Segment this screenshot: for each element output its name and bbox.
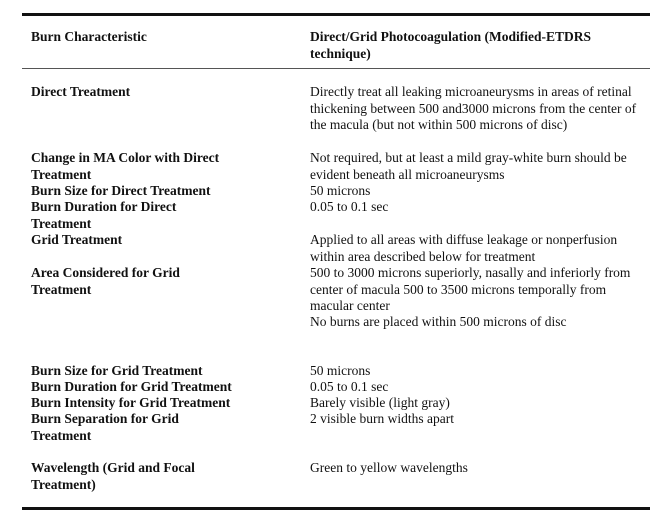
row-label-area-grid: Area Considered for Grid Treatment [31,265,180,297]
row-label-burn-duration-grid: Burn Duration for Grid Treatment [31,379,232,394]
row-value-burn-duration-grid: 0.05 to 0.1 sec [310,379,389,394]
row-value-area-grid: 500 to 3000 microns superiorly, nasally and inferiorly from center of macula 500 to 3500 microns temporally from macular center [310,265,631,313]
row-value-area-grid-note: No burns are placed within 500 microns of disc [310,314,567,329]
row-value-wavelength: Green to yellow wavelengths [310,460,468,475]
header-rule [22,68,650,69]
row-label-direct-treatment: Direct Treatment [31,84,131,99]
row-label-wavelength: Wavelength (Grid and Focal Treatment) [31,460,195,492]
row-value-burn-duration-direct: 0.05 to 0.1 sec [310,199,389,214]
row-label-burn-size-direct: Burn Size for Direct Treatment [31,183,211,198]
row-value-burn-intensity-grid: Barely visible (light gray) [310,395,450,410]
row-label-ma-color-change: Change in MA Color with Direct Treatment [31,150,220,182]
row-label-grid-treatment: Grid Treatment [31,232,123,247]
row-label-burn-duration-direct: Burn Duration for Direct Treatment [31,199,177,231]
row-value-grid-treatment: Applied to all areas with diffuse leakage or nonperfusion within area described below for treatment [310,232,618,264]
row-label-burn-size-grid: Burn Size for Grid Treatment [31,363,203,378]
row-label-burn-separation-grid: Burn Separation for Grid Treatment [31,411,179,443]
header-burn-characteristic: Burn Characteristic [31,29,147,44]
row-value-burn-size-grid: 50 microns [310,363,371,378]
row-value-direct-treatment: Directly treat all leaking microaneurysms in areas of retinal thickening between 500 and3000 microns from the center of the macula (but not within 500 microns of disc) [310,84,637,132]
bottom-rule [22,507,650,510]
row-value-ma-color-change: Not required, but at least a mild gray-white burn should be evident beneath all microaneurysms [310,150,627,182]
top-rule [22,13,650,16]
row-value-burn-size-direct: 50 microns [310,183,371,198]
header-photocoagulation-technique: Direct/Grid Photocoagulation (Modified-ETDRS technique) [310,29,591,61]
row-label-burn-intensity-grid: Burn Intensity for Grid Treatment [31,395,231,410]
row-value-burn-separation-grid: 2 visible burn widths apart [310,411,454,426]
